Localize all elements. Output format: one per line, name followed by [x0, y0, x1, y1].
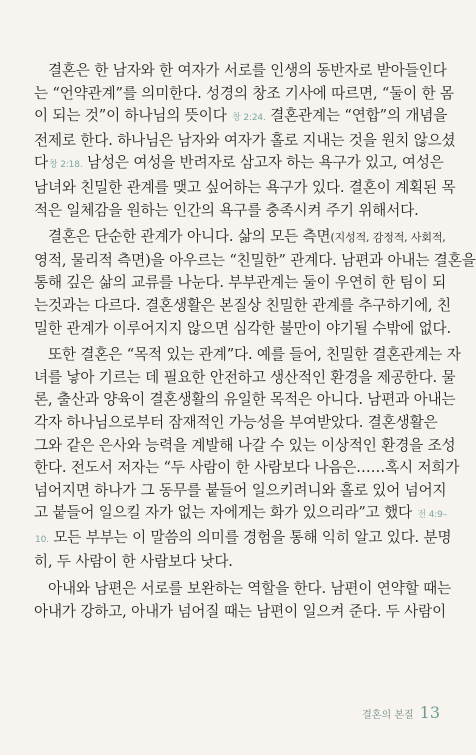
text-line: 론, 출산과 양육이 결혼생활의 유일한 목적은 아니다. 남편과 아내는	[34, 391, 456, 409]
scripture-reference: 창 2:18.	[48, 160, 83, 171]
scripture-reference: 창 2:24.	[232, 113, 266, 124]
text-segment: 다	[34, 154, 48, 172]
paragraph-2	[34, 226, 476, 340]
aside-text: (지성적, 감정적, 사회적,	[330, 231, 446, 245]
text-line: 는 “언약관계”를 의미한다. 성경의 창조 기사에 따르면, “둘이 한 몸	[34, 84, 455, 102]
text-line	[34, 152, 444, 177]
text-line: 그와 같은 은사와 능력을 계발해 나갈 수 있는 이상적인 환경을 조성	[34, 436, 456, 454]
running-footer-title: 결혼의 본질	[362, 710, 414, 721]
text-segment: 고 붙들어 일으킬 자가 없는 자에게는 화가 있으리라”고 했다	[34, 504, 412, 522]
text-line: 영적, 물리적 측면)을 아우르는 “친밀한” 관계다. 남편과 아내는 결혼을	[34, 251, 476, 269]
page-footer	[362, 703, 440, 722]
text-line: 적은 일체감을 원하는 인간의 욕구를 충족시켜 주기 위해서다.	[34, 201, 419, 219]
paragraph-3	[34, 344, 461, 574]
text-line: 각자 하나님으로부터 잠재적인 가능성을 부여받았다. 결혼생활은	[34, 413, 438, 431]
text-line: 아내와 남편은 서로를 보완하는 역할을 한다. 남편이 연약할 때는	[48, 580, 452, 598]
text-line: 전제로 한다. 하나님은 남자와 여자가 홀로 지내는 것을 원치 않으셨	[34, 131, 456, 149]
text-line: 한다. 전도서 저자는 “두 사람이 한 사람보다 나음은……혹시 저희가	[34, 459, 460, 477]
text-line	[34, 502, 448, 527]
text-line: 밀한 관계가 이루어지지 않으면 심각한 불만이 야기될 수밖에 없다.	[34, 319, 451, 337]
text-line: 넘어지면 하나가 그 동무를 붙들어 일으키려니와 홀로 있어 넘어지	[34, 481, 447, 499]
text-segment: 이 되는 것”이 하나님의 뜻이다	[34, 107, 227, 125]
text-segment: 결혼관계는 “연합”의 개념을	[265, 107, 448, 125]
body-text	[34, 60, 476, 627]
text-line	[34, 527, 452, 552]
text-line: 는것과는 다르다. 결혼생활은 본질상 친밀한 관계를 추구하기에, 친	[34, 296, 451, 314]
text-line: 또한 결혼은 “목적 있는 관계”다. 예를 들어, 친밀한 결혼관계는 자	[48, 346, 461, 364]
paragraph-1	[34, 60, 456, 222]
text-line: 통해 깊은 삶의 교류를 나눈다. 부부관계는 둘이 우연히 한 팀이 되	[34, 274, 447, 292]
scripture-reference: 10.	[35, 534, 49, 545]
paragraph-4	[34, 578, 452, 623]
scripture-reference: 전 4:9–	[417, 510, 448, 521]
text-line	[34, 105, 448, 130]
text-line: 녀를 낳아 기르는 데 필요한 안전하고 생산적인 환경을 제공한다. 물	[34, 368, 456, 386]
text-segment: 남성은 여성을 반려자로 삼고자 하는 욕구가 있고, 여성은	[82, 154, 444, 172]
text-line: 히, 두 사람이 한 사람보다 낫다.	[34, 553, 233, 571]
text-line: 아내가 강하고, 아내가 넘어질 때는 남편이 일으켜 준다. 두 사람이	[34, 602, 447, 620]
text-line	[34, 226, 446, 250]
text-segment: 모든 부부는 이 말씀의 의미를 경험을 통해 익히 알고 있다. 분명	[48, 528, 452, 546]
text-line: 남녀와 친밀한 관계를 맺고 싶어하는 욕구가 있다. 결혼이 계획된 목	[34, 178, 456, 196]
page-number: 13	[419, 703, 440, 722]
text-segment: 결혼은 단순한 관계가 아니다. 삶의 모든 측면	[48, 228, 331, 246]
text-line: 결혼은 한 남자와 한 여자가 서로를 인생의 동반자로 받아들인다	[48, 62, 447, 79]
